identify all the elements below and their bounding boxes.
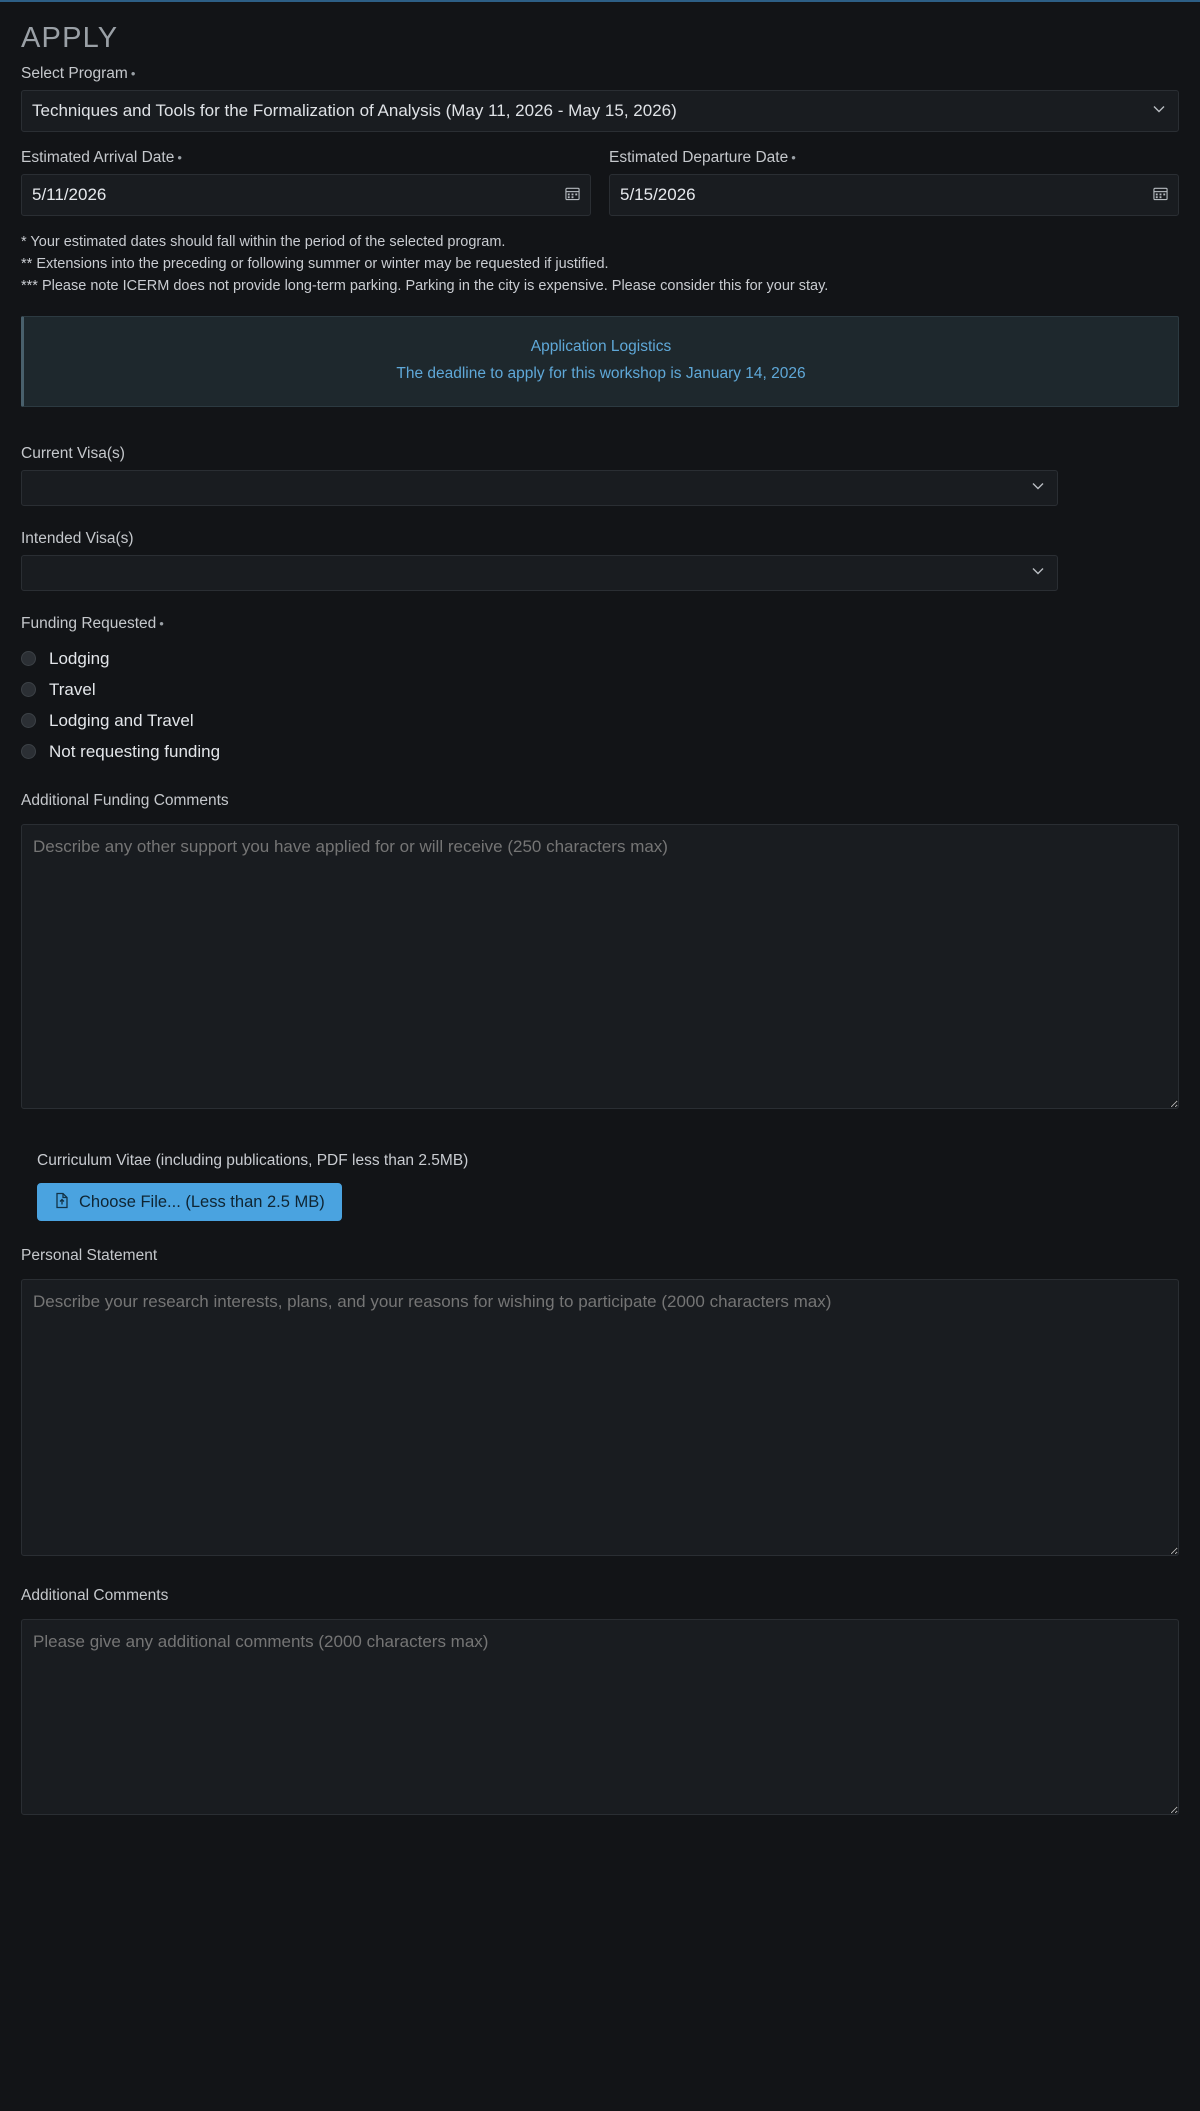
page-title: APPLY	[21, 22, 119, 54]
funding-requested-field	[21, 615, 1179, 767]
arrival-date-value: 5/11/2026	[32, 185, 107, 204]
arrival-date-field	[21, 149, 591, 216]
logistics-title: Application Logistics	[530, 338, 672, 355]
personal-statement-field	[21, 1247, 1179, 1561]
radio-icon[interactable]	[21, 744, 36, 759]
intended-visa-field	[21, 530, 1058, 591]
required-marker: •	[159, 616, 164, 631]
current-visa-dropdown[interactable]	[21, 470, 1058, 506]
funding-comments-input[interactable]	[21, 824, 1179, 1109]
current-visa-label: Current Visa(s)	[21, 445, 125, 462]
select-program-value[interactable]: Techniques and Tools for the Formalization of Analysis (May 11, 2026 - May 15, 2026)	[21, 90, 1179, 132]
choose-file-button[interactable]	[37, 1183, 342, 1221]
file-upload-icon	[54, 1192, 70, 1213]
departure-date-field	[609, 149, 1179, 216]
additional-comments-label: Additional Comments	[21, 1587, 169, 1604]
logistics-deadline: The deadline to apply for this workshop is January 14, 2026	[396, 365, 806, 382]
select-program-label	[21, 65, 1179, 83]
intended-visa-value[interactable]	[21, 555, 1058, 591]
date-note-2: ** Extensions into the preceding or following summer or winter may be requested if justified.	[21, 256, 609, 272]
date-notes	[21, 232, 1179, 296]
funding-option-label: Travel	[49, 679, 96, 699]
cv-upload-field	[21, 1152, 1179, 1221]
arrival-date-label-text: Estimated Arrival Date	[21, 149, 175, 166]
funding-option-label: Not requesting funding	[49, 741, 221, 761]
funding-option-not-requesting[interactable]	[21, 736, 1179, 767]
application-logistics-callout	[21, 316, 1179, 407]
current-visa-value[interactable]	[21, 470, 1058, 506]
apply-form-page	[0, 22, 1200, 1820]
top-accent-bar	[0, 0, 1200, 2]
required-marker: •	[791, 150, 796, 165]
funding-option-lodging[interactable]	[21, 643, 1179, 674]
funding-comments-field	[21, 792, 1179, 1114]
funding-option-label: Lodging	[49, 648, 110, 668]
choose-file-button-label: Choose File... (Less than 2.5 MB)	[79, 1192, 325, 1211]
date-row	[21, 149, 1179, 216]
funding-requested-label	[21, 615, 1179, 633]
additional-comments-field	[21, 1587, 1179, 1820]
funding-comments-label: Additional Funding Comments	[21, 792, 229, 809]
departure-date-label-text: Estimated Departure Date	[609, 149, 789, 166]
funding-radio-group	[21, 643, 1179, 767]
arrival-date-input[interactable]	[21, 174, 591, 216]
date-note-1: * Your estimated dates should fall within the period of the selected program.	[21, 234, 506, 250]
calendar-icon[interactable]	[565, 186, 580, 204]
funding-option-lodging-and-travel[interactable]	[21, 705, 1179, 736]
departure-date-label	[609, 149, 1179, 167]
date-note-3: *** Please note ICERM does not provide long-term parking. Parking in the city is expensive. Please consider this for your stay.	[21, 278, 829, 294]
funding-requested-label-text: Funding Requested	[21, 615, 157, 632]
departure-date-input[interactable]	[609, 174, 1179, 216]
cv-label: Curriculum Vitae (including publications, PDF less than 2.5MB)	[37, 1152, 469, 1169]
radio-icon[interactable]	[21, 713, 36, 728]
radio-icon[interactable]	[21, 682, 36, 697]
departure-date-value: 5/15/2026	[620, 185, 696, 204]
select-program-field	[21, 65, 1179, 132]
arrival-date-label	[21, 149, 591, 167]
intended-visa-dropdown[interactable]	[21, 555, 1058, 591]
additional-comments-input[interactable]	[21, 1619, 1179, 1815]
required-marker: •	[177, 150, 182, 165]
spacer	[21, 407, 1179, 445]
intended-visa-label: Intended Visa(s)	[21, 530, 134, 547]
current-visa-field	[21, 445, 1058, 506]
required-marker: •	[130, 66, 136, 81]
radio-icon[interactable]	[21, 651, 36, 666]
funding-option-label: Lodging and Travel	[49, 710, 194, 730]
select-program-label-text: Select Program	[21, 65, 128, 82]
select-program-dropdown[interactable]	[21, 90, 1179, 132]
personal-statement-label: Personal Statement	[21, 1247, 158, 1264]
calendar-icon[interactable]	[1153, 186, 1168, 204]
personal-statement-input[interactable]	[21, 1279, 1179, 1556]
funding-option-travel[interactable]	[21, 674, 1179, 705]
